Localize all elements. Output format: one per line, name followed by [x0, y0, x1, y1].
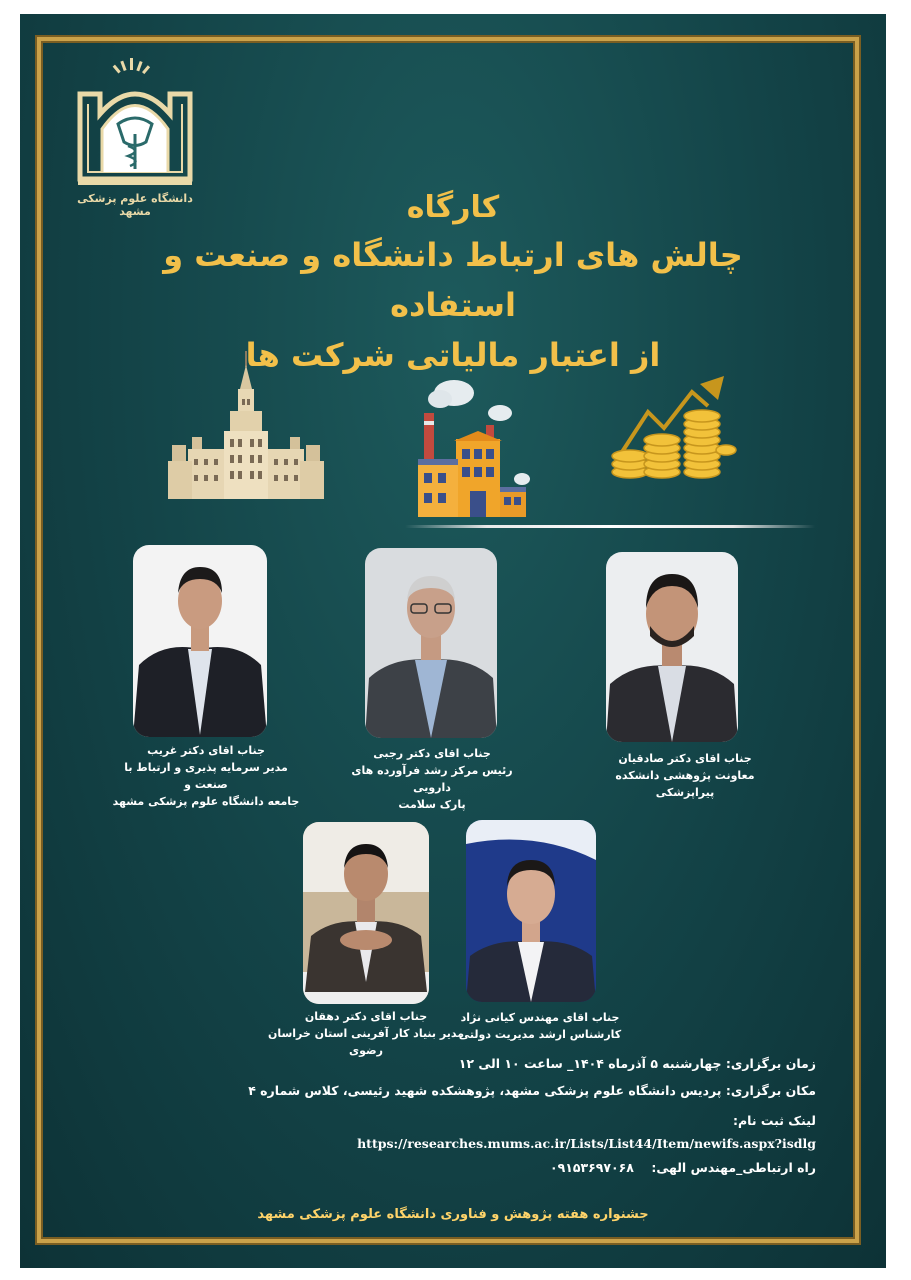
speaker-caption-kiani: [450, 1009, 630, 1043]
title-line-3: از اعتبار مالیاتی شرکت ها: [245, 336, 661, 374]
speaker-photo-rajabi: [365, 548, 497, 738]
speaker-role: مدیر بنیاد کار آفرینی استان خراسان: [267, 1027, 465, 1040]
speaker-title: جناب اقای دکتر صادقیان: [618, 752, 752, 765]
registration-label: لینک ثبت نام:: [733, 1113, 816, 1128]
logo-caption: دانشگاه علوم پزشکی مشهد: [77, 192, 193, 218]
speaker-caption-sadeghian: [585, 750, 785, 801]
factory-icon: [418, 369, 534, 517]
title-line-2: چالش های ارتباط دانشگاه و صنعت و استفاده: [163, 236, 743, 324]
speaker-role: رئیس مرکز رشد فرآورده های دارویی: [351, 764, 513, 794]
registration-link[interactable]: [357, 1136, 816, 1151]
speaker-title: جناب اقای دکتر رجبی: [373, 747, 491, 760]
speaker-title: جناب اقای مهندس کیانی نژاد: [460, 1011, 620, 1024]
divider-line: [405, 525, 815, 528]
speaker-role: مدیر سرمایه پذیری و ارتباط با صنعت و: [124, 761, 288, 791]
registration-url[interactable]: https://researches.mums.ac.ir/Lists/List44/Item/newifs.aspx?isdlg: [357, 1136, 816, 1151]
speaker-photo-sadeghian: [606, 552, 738, 742]
poster: [20, 14, 886, 1268]
contact-phone[interactable]: ۰۹۱۵۳۶۹۷۰۶۸: [549, 1160, 634, 1175]
event-time: زمان برگزاری: چهارشنبه ۵ آذرماه ۱۴۰۴_ ساعت ۱۰ الی ۱۲: [458, 1056, 816, 1071]
speaker-role: پارک سلامت: [398, 798, 466, 811]
festival-footer: جشنواره هفته پژوهش و فناوری دانشگاه علوم پزشکی مشهد: [257, 1207, 649, 1222]
speaker-title: جناب اقای دکتر دهقان: [304, 1010, 428, 1023]
speaker-role: جامعه دانشگاه علوم پزشکی مشهد: [112, 795, 300, 808]
event-place: مکان برگزاری: پردیس دانشگاه علوم پزشکی مشهد، پژوهشکده شهید رئیسی، کلاس شماره ۴: [248, 1083, 816, 1098]
speaker-role: کارشناس ارشد مدیریت دولتی: [458, 1028, 622, 1041]
contact-line: [550, 1160, 816, 1175]
speaker-role: رضوی: [349, 1044, 383, 1057]
speaker-role: معاونت پژوهشی دانشکده پیراپزشکی: [615, 769, 755, 799]
speaker-title: جناب اقای دکتر غریب: [147, 744, 265, 757]
contact-label: راه ارتباطی_مهندس الهی:: [651, 1160, 816, 1175]
title-line-1: کارگاه: [406, 190, 500, 225]
university-building-icon: [168, 349, 324, 499]
speaker-caption-rajabi: [332, 745, 532, 813]
speaker-photo-gharib: [133, 545, 267, 737]
speaker-photo-kiani: [466, 820, 596, 1002]
speaker-caption-dehghan: [266, 1008, 466, 1059]
rising-coins-icon: [608, 366, 738, 486]
speaker-photo-dehghan: [303, 822, 429, 1004]
speaker-caption-gharib: [106, 742, 306, 810]
